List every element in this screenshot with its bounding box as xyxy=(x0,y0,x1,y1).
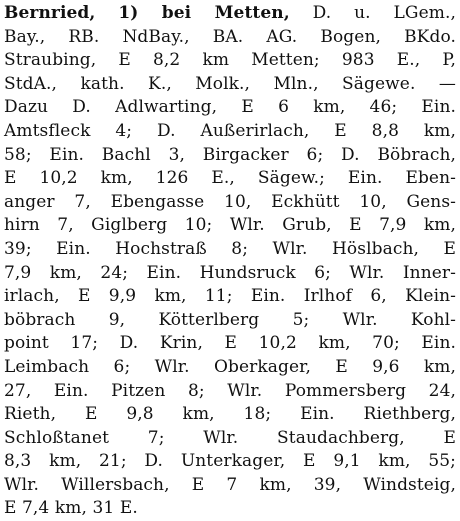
gazetteer-entry xyxy=(4,2,456,519)
entry-line-11: 7,9 km, 24; Ein. Hundsruck 6; Wlr. Inner- xyxy=(4,262,456,283)
entry-line-4: Dazu D. Adlwarting, E 6 km, 46; Ein. xyxy=(4,97,456,118)
entry-line-2: Straubing, E 8,2 km Metten; 983 E., P, xyxy=(4,50,456,71)
entry-line-18: Schloßtanet 7; Wlr. Staudachberg, E xyxy=(4,427,456,448)
entry-first-line xyxy=(4,2,456,26)
entry-line-6: 58; Ein. Bachl 3, Birgacker 6; D. Böbrach, xyxy=(4,144,456,165)
entry-line-0: D. u. LGem., xyxy=(312,3,456,23)
entry-line-15: Leimbach 6; Wlr. Oberkager, E 9,6 km, xyxy=(4,356,456,377)
entry-line-13: böbrach 9, Kötterlberg 5; Wlr. Kohl- xyxy=(4,309,456,330)
entry-line-19: 8,3 km, 21; D. Unterkager, E 9,1 km, 55; xyxy=(4,451,456,472)
entry-line-12: irlach, E 9,9 km, 11; Ein. Irlhof 6, Klein- xyxy=(4,286,456,307)
entry-line-14: point 17; D. Krin, E 10,2 km, 70; Ein. xyxy=(4,333,456,354)
entry-line-20: Wlr. Willersbach, E 7 km, 39, Windsteig, xyxy=(4,474,456,495)
entry-line-9: hirn 7, Giglberg 10; Wlr. Grub, E 7,9 km, xyxy=(4,215,456,236)
entry-line-10: 39; Ein. Hochstraß 8; Wlr. Höslbach, E xyxy=(4,238,456,259)
entry-line-17: Rieth, E 9,8 km, 18; Ein. Riethberg, xyxy=(4,404,456,425)
entry-sense: 1) bei Metten, xyxy=(118,3,290,23)
entry-line-8: anger 7, Ebengasse 10, Eckhütt 10, Gens- xyxy=(4,191,456,212)
entry-line-3: StdA., kath. K., Molk., Mln., Sägewe. — xyxy=(4,73,456,94)
entry-line-1: Bay., RB. NdBay., BA. AG. Bogen, BKdo. xyxy=(4,26,456,47)
entry-headword: Bernried, xyxy=(4,3,96,23)
entry-line-5: Amtsfleck 4; D. Außerirlach, E 8,8 km, xyxy=(4,120,456,141)
entry-line-21: E 7,4 km, 31 E. xyxy=(4,498,138,519)
entry-line-16: 27, Ein. Pitzen 8; Wlr. Pommersberg 24, xyxy=(4,380,456,401)
entry-line-7: E 10,2 km, 126 E., Sägew.; Ein. Eben- xyxy=(4,168,456,189)
